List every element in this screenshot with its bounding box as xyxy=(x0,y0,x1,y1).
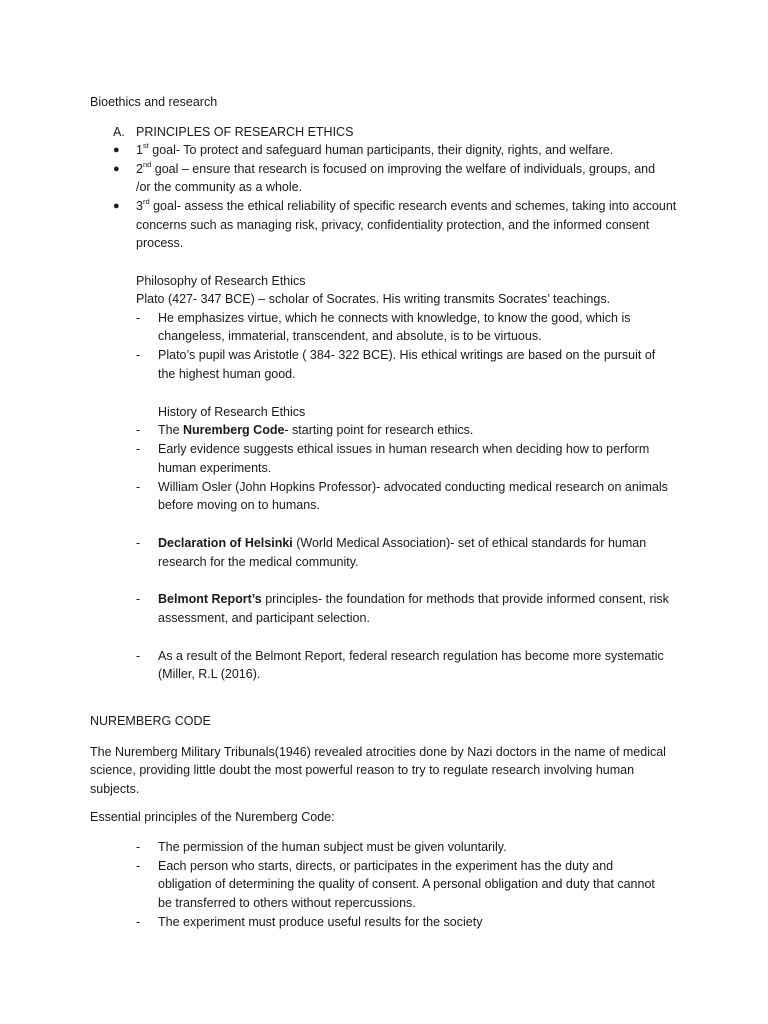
nuremberg-item-1-dash: - xyxy=(136,840,141,854)
goal-1-bullet: ● xyxy=(113,144,120,156)
goal-2-text-line-2: /or the community as a whole. xyxy=(136,180,303,194)
nuremberg-heading: NUREMBERG CODE xyxy=(90,714,211,728)
history-item-6-text: As a result of the Belmont Report, federal research regulation has become more systematic xyxy=(158,649,664,663)
philosophy-item-1-text-line-2: changeless, immaterial, transcendent, and absolute, is to be virtuous. xyxy=(158,329,542,343)
goal-1-text: 1st goal- To protect and safeguard human participants, their dignity, rights, and welfare. xyxy=(136,140,614,157)
nuremberg-paragraph-line-3: subjects. xyxy=(90,782,140,796)
history-item-3-text: William Osler (John Hopkins Professor)- advocated conducting medical research on animals xyxy=(158,480,668,494)
history-item-3-dash: - xyxy=(136,480,141,494)
nuremberg-item-1-text: The permission of the human subject must be given voluntarily. xyxy=(158,840,507,854)
history-item-5-dash: - xyxy=(136,592,141,606)
history-item-5-text: Belmont Report’s principles- the foundation for methods that provide informed consent, risk xyxy=(158,592,669,606)
philosophy-heading: Philosophy of Research Ethics xyxy=(136,274,306,288)
history-item-1-dash: - xyxy=(136,423,141,437)
nuremberg-item-2-text-line-2: obligation of determining the quality of consent. A personal obligation and duty that cannot xyxy=(158,877,655,891)
history-item-1-text: The Nuremberg Code- starting point for research ethics. xyxy=(158,423,474,437)
history-heading: History of Research Ethics xyxy=(158,405,306,419)
nuremberg-item-2-text: Each person who starts, directs, or participates in the experiment has the duty and xyxy=(158,859,614,873)
philosophy-item-2-text-line-2: the highest human good. xyxy=(158,367,296,381)
goal-3-text-line-3: process. xyxy=(136,236,184,250)
section-a-marker: A. xyxy=(113,125,125,139)
history-item-6-dash: - xyxy=(136,649,141,663)
document-title: Bioethics and research xyxy=(90,95,218,109)
nuremberg-paragraph: The Nuremberg Military Tribunals(1946) revealed atrocities done by Nazi doctors in the name of medical xyxy=(90,745,666,759)
philosophy-item-2-text: Plato’s pupil was Aristotle ( 384- 322 BCE). His ethical writings are based on the pursuit of xyxy=(158,348,656,362)
nuremberg-item-2-text-line-3: be transferred to others without repercussions. xyxy=(158,896,416,910)
history-item-3-text-line-2: before moving on to humans. xyxy=(158,498,320,512)
goal-3-text-line-2: concerns such as managing risk, privacy, confidentiality protection, and the informed consent xyxy=(136,218,650,232)
nuremberg-item-2-dash: - xyxy=(136,859,141,873)
history-item-4-dash: - xyxy=(136,536,141,550)
goal-2-text: 2nd goal – ensure that research is focused on improving the welfare of individuals, groups, and xyxy=(136,159,656,176)
history-item-4-text: Declaration of Helsinki (World Medical Association)- set of ethical standards for human xyxy=(158,536,647,550)
goal-2-bullet: ● xyxy=(113,163,120,175)
history-item-4-text-line-2: research for the medical community. xyxy=(158,555,359,569)
nuremberg-item-3-text: The experiment must produce useful results for the society xyxy=(158,915,483,929)
section-a-heading: PRINCIPLES OF RESEARCH ETHICS xyxy=(136,125,354,139)
history-item-2-text-line-2: human experiments. xyxy=(158,461,272,475)
philosophy-item-1-text: He emphasizes virtue, which he connects with knowledge, to know the good, which is xyxy=(158,311,631,325)
philosophy-intro: Plato (427- 347 BCE) – scholar of Socrates. His writing transmits Socrates’ teachings. xyxy=(136,292,611,306)
history-item-2-text: Early evidence suggests ethical issues in human research when deciding how to perform xyxy=(158,442,650,456)
goal-3-bullet: ● xyxy=(113,200,120,212)
history-item-6-text-line-2: (Miller, R.L (2016). xyxy=(158,667,261,681)
philosophy-item-1-dash: - xyxy=(136,311,141,325)
goal-3-text: 3rd goal- assess the ethical reliability of specific research events and schemes, taking into account xyxy=(136,196,677,213)
nuremberg-paragraph-line-2: science, providing little doubt the most powerful reason to try to regulate research involving human xyxy=(90,763,635,777)
history-item-2-dash: - xyxy=(136,442,141,456)
nuremberg-principles-heading: Essential principles of the Nuremberg Code: xyxy=(90,810,335,824)
philosophy-item-2-dash: - xyxy=(136,348,141,362)
nuremberg-item-3-dash: - xyxy=(136,915,141,929)
history-item-5-text-line-2: assessment, and participant selection. xyxy=(158,611,370,625)
